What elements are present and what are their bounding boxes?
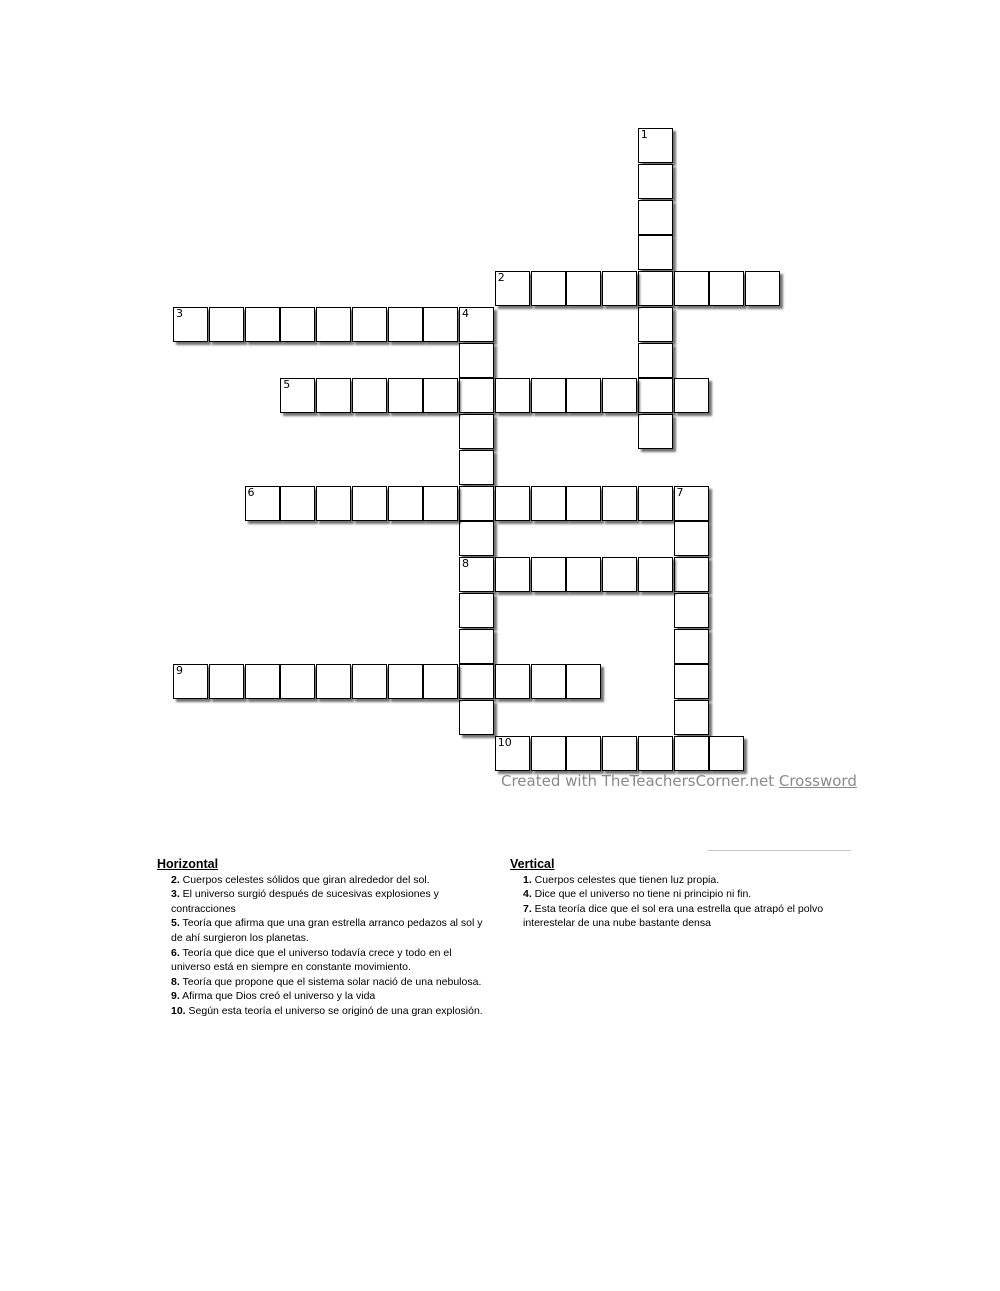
clue-item-number: 6. <box>171 946 180 959</box>
grid-cell[interactable] <box>674 486 709 521</box>
grid-cell[interactable] <box>352 307 387 342</box>
clue-item-text: Según esta teoría el universo se originó de una gran explosión. <box>185 1004 483 1017</box>
grid-cell[interactable] <box>173 307 208 342</box>
grid-cell[interactable] <box>459 343 494 378</box>
clue-number: 4 <box>462 306 469 320</box>
clue-item-text: Cuerpos celestes que tienen luz propia. <box>531 873 720 886</box>
clue-item <box>510 902 855 931</box>
grid-cell[interactable] <box>602 378 637 413</box>
grid-cell[interactable] <box>245 307 280 342</box>
clue-number: 10 <box>497 735 512 749</box>
clue-item-number: 2. <box>171 873 180 886</box>
grid-cell[interactable] <box>280 664 315 699</box>
clue-item <box>510 887 855 902</box>
grid-cell[interactable] <box>602 557 637 592</box>
grid-cell[interactable] <box>459 664 494 699</box>
clue-item-text: El universo surgió después de sucesivas explosiones y contracciones <box>171 888 439 915</box>
clue-number: 1 <box>640 128 648 141</box>
clue-item-text: Afirma que Dios creó el universo y la vida <box>179 990 376 1003</box>
grid-cell[interactable] <box>495 664 530 699</box>
grid-cell[interactable] <box>423 486 458 521</box>
grid-cell[interactable] <box>531 271 566 306</box>
grid-cell[interactable] <box>566 557 601 592</box>
clue-number: 8 <box>462 557 469 570</box>
grid-cell[interactable] <box>459 593 494 628</box>
grid-cell[interactable] <box>423 307 458 342</box>
grid-cell[interactable] <box>638 414 673 449</box>
clue-number: 3 <box>176 306 183 320</box>
grid-cell[interactable] <box>423 664 458 699</box>
grid-cell[interactable] <box>531 378 566 413</box>
grid-cell[interactable] <box>388 486 423 521</box>
grid-cell[interactable] <box>352 486 387 521</box>
grid-cell[interactable] <box>280 486 315 521</box>
clue-item <box>157 975 492 990</box>
grid-cell[interactable] <box>602 486 637 521</box>
grid-cell[interactable] <box>531 664 566 699</box>
grid-cell[interactable] <box>674 378 709 413</box>
grid-cell[interactable] <box>674 557 709 592</box>
clue-item-text: Teoría que afirma que una gran estrella arranco pedazos al sol y de ahí surgieron los planetas. <box>171 917 483 944</box>
clue-item-text: Teoría que dice que el universo todavía crece y todo en el universo está en siempre en constante movimiento. <box>171 946 452 974</box>
crossword-link[interactable]: Crossword <box>778 772 857 790</box>
grid-cell[interactable] <box>459 521 494 556</box>
down-clue-list <box>510 873 855 931</box>
grid-cell[interactable] <box>566 378 601 413</box>
clue-item <box>157 989 492 1004</box>
grid-cell[interactable] <box>674 629 709 664</box>
clue-number: 5 <box>283 378 291 392</box>
grid-cell[interactable] <box>566 271 601 306</box>
clue-item-number: 4. <box>523 888 532 901</box>
grid-cell[interactable] <box>209 664 244 699</box>
grid-cell[interactable] <box>638 378 673 413</box>
grid-cell[interactable] <box>495 271 530 306</box>
grid-cell[interactable] <box>173 664 208 699</box>
clue-item <box>157 873 492 888</box>
grid-cell[interactable] <box>638 164 673 199</box>
credit-line <box>501 772 859 792</box>
grid-cell[interactable] <box>459 378 494 413</box>
grid-cell[interactable] <box>459 700 494 735</box>
grid-cell[interactable] <box>638 486 673 521</box>
credit-text: Created with TheTeachersCorner.net <box>501 772 779 790</box>
clue-item-number: 3. <box>171 888 180 901</box>
clue-item-text: Cuerpos celestes sólidos que giran alrededor del sol. <box>179 873 430 886</box>
grid-cell[interactable] <box>316 307 351 342</box>
clue-item-text: Teoría que propone que el sistema solar nació de una nebulosa. <box>179 975 482 988</box>
grid-cell[interactable] <box>459 450 494 485</box>
clue-item-number: 1. <box>523 873 532 886</box>
grid-cell[interactable] <box>638 128 673 163</box>
grid-cell[interactable] <box>459 414 494 449</box>
grid-cell[interactable] <box>316 378 351 413</box>
grid-cell[interactable] <box>316 664 351 699</box>
clue-item-number: 7. <box>523 902 532 915</box>
across-clue-list <box>157 873 492 1019</box>
grid-cell[interactable] <box>566 736 601 771</box>
grid-cell[interactable] <box>638 736 673 771</box>
clue-item <box>157 1004 492 1019</box>
grid-cell[interactable] <box>638 557 673 592</box>
grid-cell[interactable] <box>674 736 709 771</box>
clue-number: 7 <box>676 485 684 499</box>
grid-cell[interactable] <box>280 307 315 342</box>
grid-cell[interactable] <box>674 593 709 628</box>
grid-cell[interactable] <box>495 486 530 521</box>
grid-cell[interactable] <box>531 557 566 592</box>
grid-cell[interactable] <box>638 200 673 235</box>
clue-item <box>510 873 855 888</box>
grid-cell[interactable] <box>674 700 709 735</box>
grid-cell[interactable] <box>388 664 423 699</box>
grid-cell[interactable] <box>566 486 601 521</box>
clue-item-number: 5. <box>171 917 180 930</box>
grid-cell[interactable] <box>352 378 387 413</box>
grid-cell[interactable] <box>674 271 709 306</box>
clue-item <box>157 916 492 945</box>
clue-item <box>157 946 492 975</box>
grid-cell[interactable] <box>459 629 494 664</box>
grid-cell[interactable] <box>674 664 709 699</box>
grid-cell[interactable] <box>209 307 244 342</box>
clue-number: 2 <box>497 271 505 284</box>
grid-cell[interactable] <box>602 736 637 771</box>
down-clues <box>510 857 855 931</box>
grid-cell[interactable] <box>459 486 494 521</box>
clue-item-number: 8. <box>171 975 180 988</box>
clue-number: 9 <box>176 664 183 678</box>
grid-cell[interactable] <box>709 271 744 306</box>
grid-cell[interactable] <box>674 521 709 556</box>
clue-item-number: 9. <box>171 990 180 1003</box>
clue-item <box>157 887 492 916</box>
grid-cell[interactable] <box>459 557 494 592</box>
grid-cell[interactable] <box>495 378 530 413</box>
grid-cell[interactable] <box>745 271 780 306</box>
grid-cell[interactable] <box>459 307 494 342</box>
grid-cell[interactable] <box>638 271 673 306</box>
grid-cell[interactable] <box>638 307 673 342</box>
grid-cell[interactable] <box>602 271 637 306</box>
grid-cell[interactable] <box>316 486 351 521</box>
grid-cell[interactable] <box>245 664 280 699</box>
grid-cell[interactable] <box>638 343 673 378</box>
grid-cell[interactable] <box>352 664 387 699</box>
grid-cell[interactable] <box>638 235 673 270</box>
grid-cell[interactable] <box>531 736 566 771</box>
across-clues <box>157 857 492 1019</box>
divider-line <box>707 850 851 851</box>
grid-cell[interactable] <box>388 378 423 413</box>
grid-cell[interactable] <box>495 557 530 592</box>
grid-cell[interactable] <box>495 736 530 771</box>
grid-cell[interactable] <box>566 664 601 699</box>
clue-item-text: Esta teoría dice que el sol era una estrella que atrapó el polvo interestelar de una nube bastante densa <box>523 902 824 930</box>
grid-cell[interactable] <box>280 378 315 413</box>
grid-cell[interactable] <box>709 736 744 771</box>
clue-number: 6 <box>247 485 255 499</box>
clue-item-number: 10. <box>171 1004 186 1017</box>
grid-cell[interactable] <box>531 486 566 521</box>
down-heading: Vertical <box>510 857 555 871</box>
grid-cell[interactable] <box>388 307 423 342</box>
clue-item-text: Dice que el universo no tiene ni principio ni fin. <box>531 888 752 901</box>
grid-cell[interactable] <box>245 486 280 521</box>
across-heading: Horizontal <box>157 857 219 871</box>
grid-cell[interactable] <box>423 378 458 413</box>
